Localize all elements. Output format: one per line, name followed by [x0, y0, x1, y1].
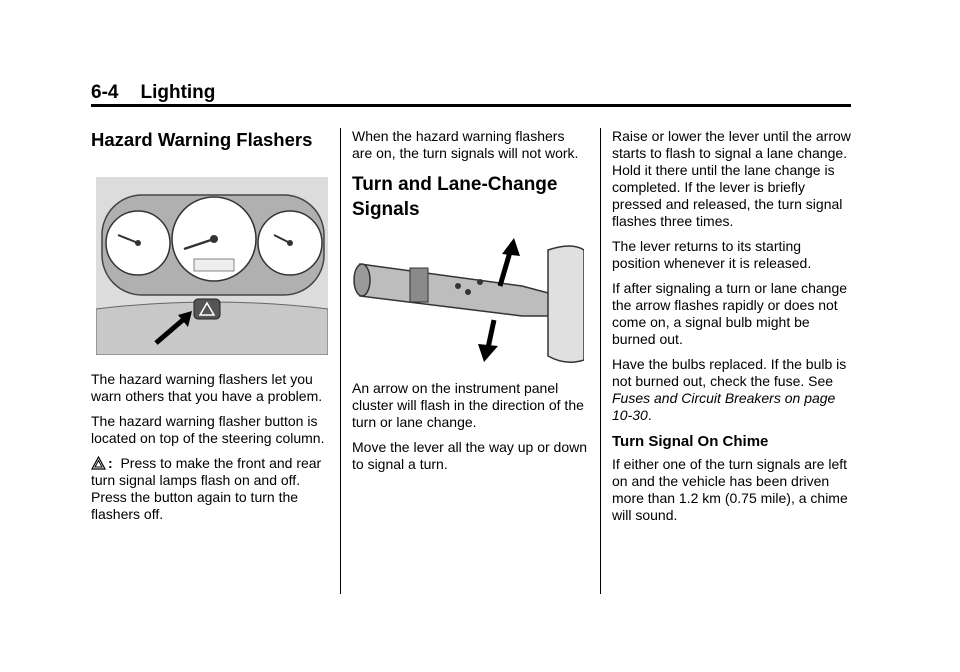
column-1 — [91, 128, 327, 531]
right-gauge — [258, 211, 322, 275]
turn-p3: Move the lever all the way up or down to signal a turn. — [352, 439, 588, 472]
hazard-warning-icon — [91, 456, 106, 470]
turn-heading-line2: Signals — [352, 199, 420, 220]
column-3 — [612, 128, 852, 532]
turn-heading — [352, 172, 588, 222]
hazard-button[interactable] — [194, 299, 220, 319]
hazard-p2: The hazard warning flasher button is located on top of the steering column. — [91, 413, 325, 446]
page-header — [91, 82, 215, 104]
lane-p2: The lever returns to its starting position whenever it is released. — [612, 238, 812, 271]
lever-stalk — [354, 264, 552, 316]
hazard-p1: The hazard warning flashers let you warn others that you have a problem. — [91, 371, 323, 404]
column-2 — [352, 128, 588, 481]
turn-heading-line1: Turn and Lane-Change — [352, 174, 558, 195]
hazard-p3 — [91, 455, 327, 523]
chime-heading: Turn Signal On Chime — [612, 433, 769, 450]
chime-p: If either one of the turn signals are left on and the vehicle has been driven more than 1.2 km (0.75 mile), a chime will sound. — [612, 456, 848, 523]
turn-p2: An arrow on the instrument panel cluster will flash in the direction of the turn or lane change. — [352, 380, 584, 430]
chapter-title: Lighting — [140, 82, 216, 103]
left-gauge — [106, 211, 170, 275]
lane-p3: If after signaling a turn or lane change the arrow flashes rapidly or does not come on, a signal bulb might be burned out. — [612, 280, 848, 347]
center-speedometer — [172, 197, 256, 281]
hazard-heading: Hazard Warning Flashers — [91, 129, 313, 150]
arrow-down-icon — [478, 320, 498, 362]
hazard-p3-text: Press to make the front and rear turn signal lamps flash on and off. Press the button again to turn the flashers off. — [91, 455, 322, 522]
column-divider-1 — [340, 128, 341, 594]
turn-intro: When the hazard warning flashers are on, the turn signals will not work. — [352, 128, 579, 161]
header-rule — [91, 104, 851, 107]
section-number: 6-4 — [91, 82, 119, 103]
lane-p4-end: . — [647, 407, 652, 423]
fuse-reference-link[interactable]: Fuses and Circuit Breakers on page 10-30 — [612, 390, 836, 423]
instrument-panel-figure — [96, 177, 328, 355]
turn-signal-lever-figure — [352, 236, 584, 366]
steering-column — [548, 246, 584, 362]
lane-p4 — [612, 356, 852, 424]
arrow-up-icon — [500, 238, 520, 286]
column-divider-2 — [600, 128, 601, 594]
hazard-colon: : — [108, 455, 113, 471]
lane-p1: Raise or lower the lever until the arrow starts to flash to signal a lane change. Hold it there until the lane change is completed. If the lever is briefly pressed and released, the turn signal flashes three times. — [612, 128, 851, 229]
lane-p4-text: Have the bulbs replaced. If the bulb is not burned out, check the fuse. See — [612, 356, 847, 389]
